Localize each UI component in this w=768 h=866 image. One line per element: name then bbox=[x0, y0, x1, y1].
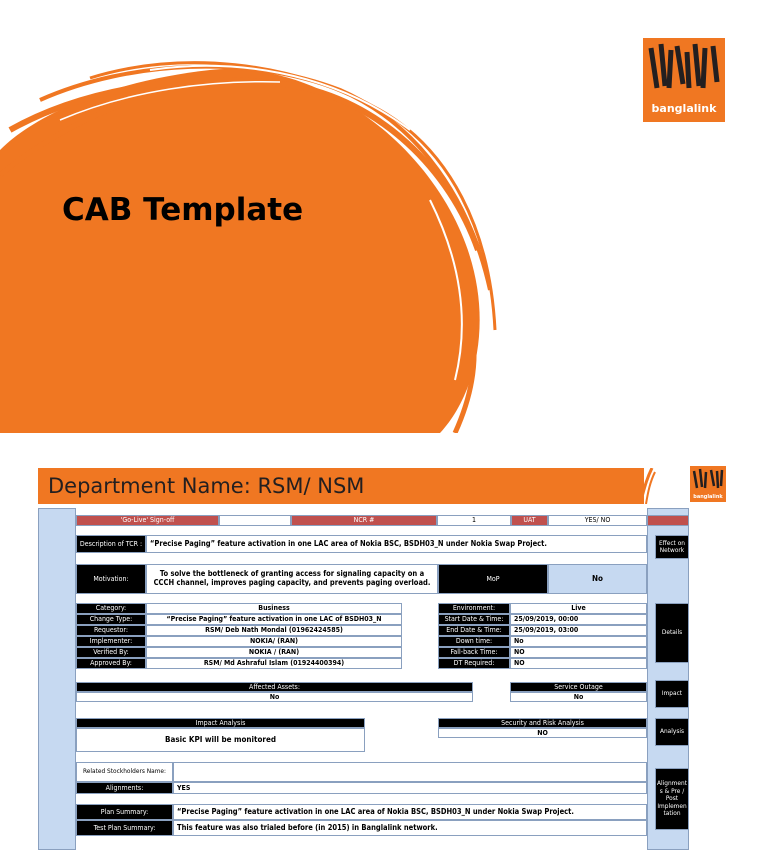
affected-assets-label: Affected Assets: bbox=[76, 682, 473, 692]
detail-value: No bbox=[510, 636, 647, 647]
detail-label: DT Required: bbox=[438, 658, 510, 669]
ncr-label: NCR # bbox=[291, 515, 437, 526]
uat-value: YES/ NO bbox=[548, 515, 647, 526]
test-plan-summary-value: This feature was also trialed before (in 2015) in Banglalink network. bbox=[173, 820, 647, 836]
go-live-value bbox=[219, 515, 291, 526]
cab-form-sheet bbox=[38, 508, 689, 850]
detail-label: Change Type: bbox=[76, 614, 146, 625]
stakeholders-value bbox=[173, 762, 647, 782]
detail-label: Start Date & Time: bbox=[438, 614, 510, 625]
alignments-side-label: Alignment s & Pre / Post Implemen tation bbox=[655, 768, 689, 830]
motivation-label: Motivation: bbox=[76, 564, 146, 594]
detail-label: Fall-back Time: bbox=[438, 647, 510, 658]
alignments-label: Alignments: bbox=[76, 782, 173, 794]
detail-value: NOKIA / (RAN) bbox=[146, 647, 402, 658]
banglalink-logo bbox=[643, 38, 725, 122]
detail-value: 25/09/2019, 00:00 bbox=[510, 614, 647, 625]
sheet-left-margin bbox=[38, 508, 76, 850]
header-side-red bbox=[647, 515, 689, 526]
svg-text:banglalink: banglalink bbox=[693, 494, 723, 500]
service-outage-label: Service Outage bbox=[510, 682, 647, 692]
affected-assets-value: No bbox=[76, 692, 473, 702]
security-risk-label: Security and Risk Analysis bbox=[438, 718, 647, 728]
banglalink-logo-small bbox=[690, 466, 726, 502]
service-outage-value: No bbox=[510, 692, 647, 702]
detail-label: Approved By: bbox=[76, 658, 146, 669]
detail-label: Implementer: bbox=[76, 636, 146, 647]
plan-summary-label: Plan Summary: bbox=[76, 804, 173, 820]
impact-side-label: Impact bbox=[655, 680, 689, 708]
detail-value: 25/09/2019, 03:00 bbox=[510, 625, 647, 636]
detail-label: Down time: bbox=[438, 636, 510, 647]
detail-label: Verified By: bbox=[76, 647, 146, 658]
brush-stroke-graphic bbox=[636, 468, 656, 504]
plan-summary-value: “Precise Paging” feature activation in one LAC area of Nokia BSC, BSDH03_N under Nokia Swap Project. bbox=[173, 804, 647, 820]
stakeholders-label: Related Stockholders Name: bbox=[76, 762, 173, 782]
detail-label: Requestor: bbox=[76, 625, 146, 636]
description-label: Description of TCR : bbox=[76, 535, 146, 553]
slide-title: CAB Template bbox=[62, 192, 304, 228]
detail-value: NO bbox=[510, 647, 647, 658]
detail-value: NOKIA/ (RAN) bbox=[146, 636, 402, 647]
impact-analysis-label: Impact Analysis bbox=[76, 718, 365, 728]
detail-label: Category: bbox=[76, 603, 146, 614]
security-risk-value: NO bbox=[438, 728, 647, 738]
ncr-value: 1 bbox=[437, 515, 511, 526]
description-value: “Precise Paging” feature activation in one LAC area of Nokia BSC, BSDH03_N under Nokia Swap Project. bbox=[146, 535, 647, 553]
detail-label: Environment: bbox=[438, 603, 510, 614]
test-plan-summary-label: Test Plan Summary: bbox=[76, 820, 173, 836]
impact-analysis-value: Basic KPI will be monitored bbox=[76, 728, 365, 752]
detail-label: End Date & Time: bbox=[438, 625, 510, 636]
detail-value: Business bbox=[146, 603, 402, 614]
go-live-label: 'Go-Live' Sign-off bbox=[76, 515, 219, 526]
detail-value: RSM/ Deb Nath Mondal (01962424585) bbox=[146, 625, 402, 636]
motivation-value: To solve the bottleneck of granting access for signaling capacity on a CCCH channel, improves paging capacity, and prevents paging overload. bbox=[146, 564, 438, 594]
detail-value: NO bbox=[510, 658, 647, 669]
mop-label: MoP bbox=[438, 564, 548, 594]
alignments-value: YES bbox=[173, 782, 647, 794]
detail-value: RSM/ Md Ashraful Islam (01924400394) bbox=[146, 658, 402, 669]
effect-on-network-label: Effect on Network bbox=[655, 535, 689, 559]
detail-value: “Precise Paging” feature activation in one LAC of BSDH03_N bbox=[146, 614, 402, 625]
mop-value: No bbox=[548, 564, 647, 594]
analysis-side-label: Analysis bbox=[655, 718, 689, 746]
detail-value: Live bbox=[510, 603, 647, 614]
details-side-label: Details bbox=[655, 603, 689, 663]
logo-text: banglalink bbox=[651, 102, 717, 115]
department-name: Department Name: RSM/ NSM bbox=[48, 474, 365, 498]
uat-label: UAT bbox=[511, 515, 548, 526]
